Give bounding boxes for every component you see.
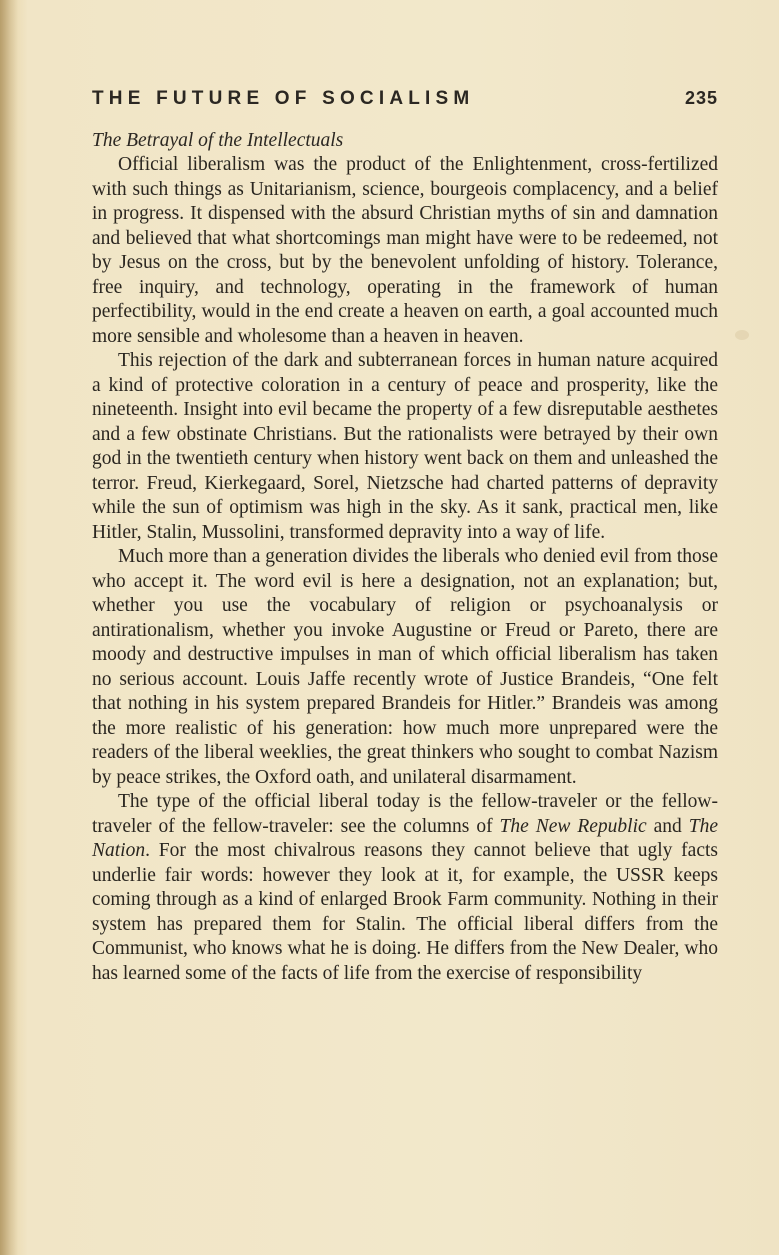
page-body	[92, 128, 718, 986]
section-title: The Betrayal of the Intellectuals	[92, 130, 344, 151]
paragraph-4-text-3: . For the most chivalrous reasons they cannot believe that ugly facts underlie fair words: however they look at it, for example, the USSR keeps coming through as a kind of enlarged Brook Farm community. Nothing in their system has prepared them for Stalin. The official liberal differs from the Communist, who knows what he is doing. He differs from the New Dealer, who has learned some of the facts of life from the exercise of responsibility	[92, 840, 718, 984]
paragraph-4	[92, 790, 718, 986]
spine-shadow	[0, 0, 18, 1255]
paragraph-2: This rejection of the dark and subterranean forces in human nature acquired a kind of protective coloration in a century of peace and prosperity, like the nineteenth. Insight into evil became the property of a few disreputable aesthetes and a few obstinate Christians. But the rationalists were betrayed by their own god in the twentieth century when history went back on them and unleashed the terror. Freud, Kierkegaard, Sorel, Nietzsche had charted patterns of depravity while the sun of optimism was high in the sky. As it sank, practical men, like Hitler, Stalin, Mussolini, transformed depravity into a way of life.	[92, 350, 718, 543]
periodical-title-nation: The Nation	[92, 815, 718, 861]
running-title: THE FUTURE OF SOCIALISM	[92, 88, 475, 109]
page-stain	[735, 330, 749, 340]
paragraph-1: Official liberalism was the product of the Enlightenment, cross-fertilized with such things as Unitarianism, science, bourgeois complacency, and a belief in progress. It dispensed with the absurd Christian myths of sin and damnation and believed that what shortcomings man might have were to be redeemed, not by Jesus on the cross, but by the benevolent unfolding of history. Tolerance, free inquiry, and technology, operating in the framework of human perfectibility, would in the end create a heaven on earth, a goal accounted much more sensible and wholesome than a heaven in heaven.	[92, 154, 718, 347]
paragraph-4-text-1: The type of the official liberal today is the fellow-traveler or the fellow-traveler of the fellow-traveler: see the columns of	[92, 791, 718, 837]
running-header	[92, 88, 718, 116]
periodical-title-new-republic: The New Republic	[499, 815, 647, 837]
paragraph-4-text-2: and	[646, 815, 689, 837]
page-number: 235	[684, 88, 718, 108]
paragraph-3: Much more than a generation divides the liberals who denied evil from those who accept it. The word evil is here a designation, not an explanation; but, whether you use the vocabulary of religion or psychoanalysis or antirationalism, whether you invoke Augustine or Freud or Pareto, there are moody and destructive impulses in man of which official liberalism has taken no serious account. Louis Jaffe recently wrote of Justice Brandeis, “One felt that nothing in his system prepared Brandeis for Hitler.” Brandeis was among the more realistic of his generation: how much more unprepared were the readers of the liberal weeklies, the great thinkers who sought to combat Nazism by peace strikes, the Oxford oath, and unilateral disarmament.	[92, 546, 718, 788]
